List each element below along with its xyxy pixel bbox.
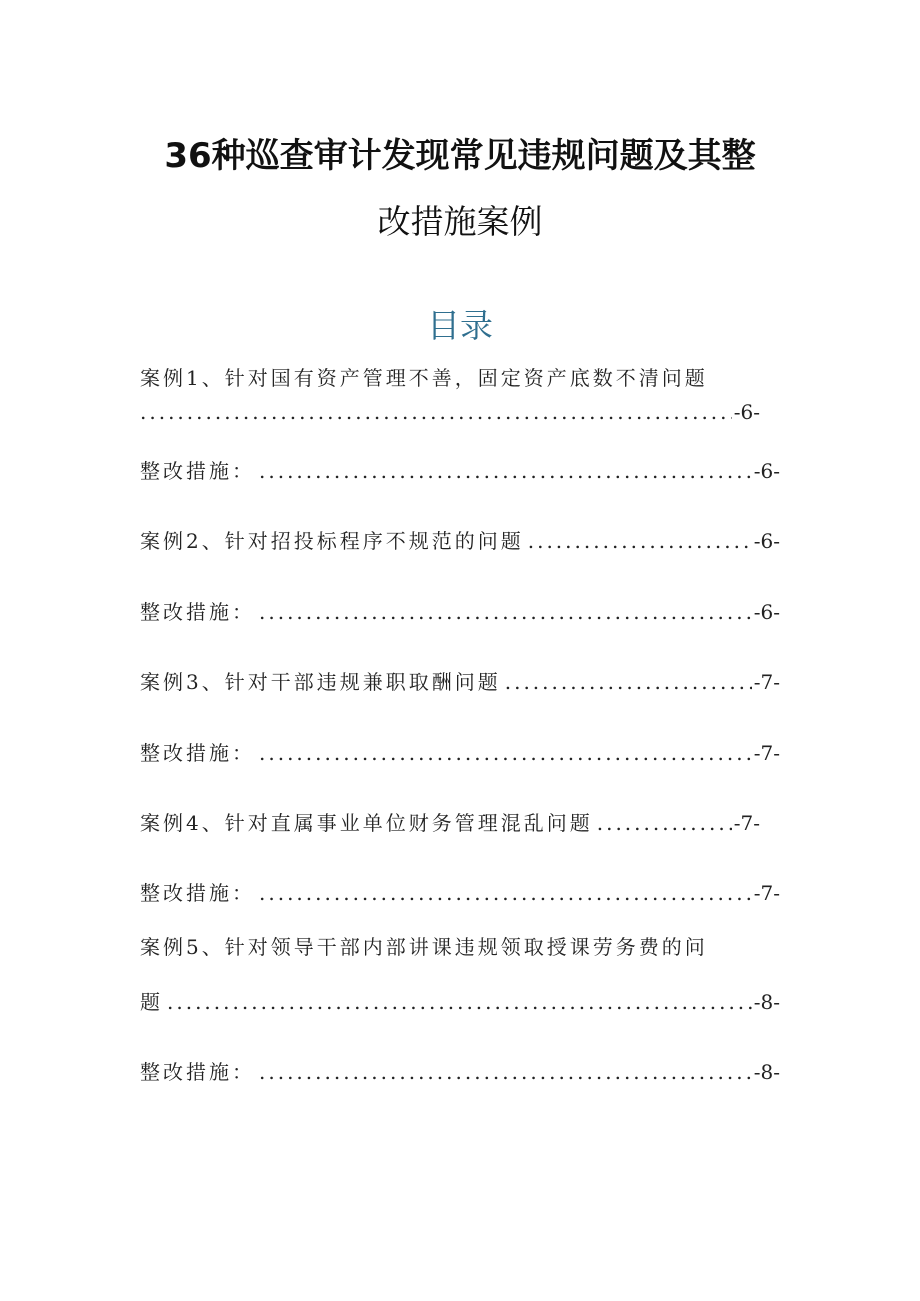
toc-page-number: -6-: [753, 529, 780, 553]
toc-entry-measures-1[interactable]: [140, 455, 780, 485]
toc-entry-text: 整改措施：: [140, 1060, 255, 1084]
toc-entry-case-1-continued[interactable]: [140, 400, 780, 430]
toc-entry-text: 整改措施：: [140, 600, 255, 624]
document-title-line-2: 改措施案例: [377, 202, 543, 241]
toc-entry-case-1[interactable]: [140, 362, 780, 392]
toc-page-number: -8-: [753, 990, 780, 1014]
toc-page-number: -7-: [733, 811, 760, 835]
toc-leader-dots: [259, 741, 752, 765]
toc-entry-text: 整改措施：: [140, 741, 255, 765]
toc-page-number: -6-: [733, 400, 760, 424]
toc-leader-dots: [597, 811, 732, 835]
toc-entry-measures-4[interactable]: [140, 877, 780, 907]
toc-page-number: -7-: [753, 741, 780, 765]
toc-entry-case-2[interactable]: [140, 525, 780, 555]
toc-leader-dots: [528, 529, 752, 553]
toc-entry-text: 案例3、针对干部违规兼职取酬问题: [140, 670, 501, 694]
toc-entry-text: 案例4、针对直属事业单位财务管理混乱问题: [140, 811, 593, 835]
toc-leader-dots: [140, 400, 732, 424]
toc-entry-measures-3[interactable]: [140, 737, 780, 767]
toc-heading: 目录: [427, 306, 493, 345]
toc-entry-case-5[interactable]: [140, 931, 780, 961]
toc-entry-case-4[interactable]: [140, 807, 760, 837]
toc-page-number: -8-: [753, 1060, 780, 1084]
toc-entry-text: 案例5、针对领导干部内部讲课违规领取授课劳务费的问: [140, 935, 708, 959]
toc-entry-case-5-continued[interactable]: [140, 986, 780, 1016]
toc-entry-text: 整改措施：: [140, 459, 255, 483]
toc-page-number: -6-: [753, 600, 780, 624]
toc-page-number: -7-: [753, 670, 780, 694]
toc-entry-text: 题: [140, 990, 163, 1014]
toc-entry-measures-5[interactable]: [140, 1056, 780, 1086]
toc-leader-dots: [259, 459, 752, 483]
toc-leader-dots: [167, 990, 752, 1014]
toc-leader-dots: [505, 670, 752, 694]
toc-entry-text: 案例2、针对招投标程序不规范的问题: [140, 529, 524, 553]
document-title-line-1: 36种巡查审计发现常见违规问题及其整: [164, 136, 756, 176]
toc-entry-measures-2[interactable]: [140, 596, 780, 626]
toc-leader-dots: [259, 1060, 752, 1084]
toc-entry-case-3[interactable]: [140, 666, 780, 696]
toc-leader-dots: [259, 881, 752, 905]
toc-page-number: -6-: [753, 459, 780, 483]
toc-leader-dots: [259, 600, 752, 624]
toc-page-number: -7-: [753, 881, 780, 905]
toc-entry-text: 案例1、针对国有资产管理不善，固定资产底数不清问题: [140, 366, 708, 390]
toc-entry-text: 整改措施：: [140, 881, 255, 905]
